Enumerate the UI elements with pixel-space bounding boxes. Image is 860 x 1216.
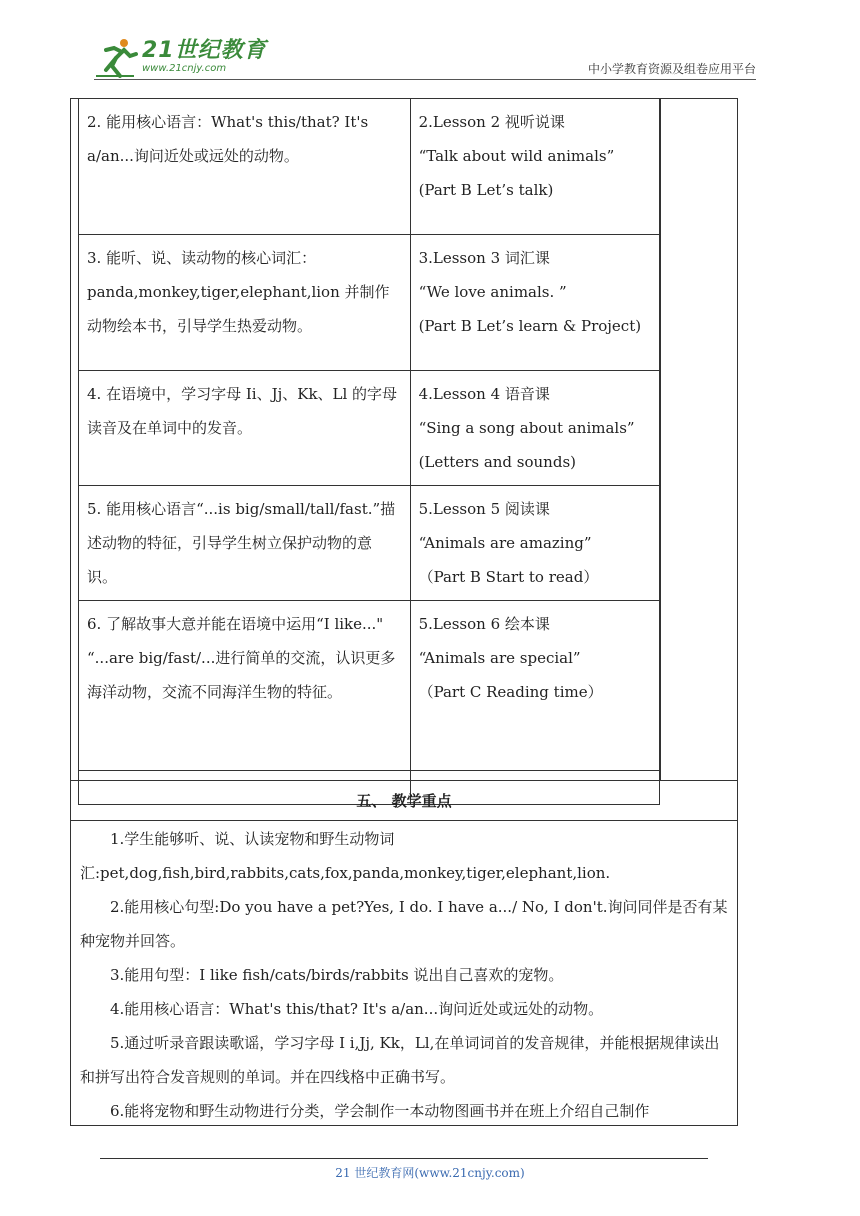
table-row <box>79 486 660 601</box>
footer-divider <box>100 1158 708 1159</box>
objective-cell: 4. 在语境中，学习字母 Ii、Jj、Kk、Ll 的字母读音及在单词中的发音。 <box>79 371 411 486</box>
section-heading: 五、 教学重点 <box>70 780 738 821</box>
key-point-item: 5.通过听录音跟读歌谣，学习字母 I i,Jj, Kk，Ll,在单词词首的发音规律，并能根据规律读出和拼写出符合发音规则的单词。并在四线格中正确书写。 <box>80 1034 720 1086</box>
key-points <box>80 822 732 1128</box>
objective-cell: 3. 能听、说、读动物的核心词汇：panda,monkey,tiger,elephant,lion 并制作动物绘本书，引导学生热爱动物。 <box>79 235 411 371</box>
lesson-cell <box>410 99 659 235</box>
lesson-title: 4.Lesson 4 语音课 <box>418 385 550 403</box>
key-point-item: 3.能用句型：I like fish/cats/birds/rabbits 说出自己喜欢的宠物。 <box>110 966 564 984</box>
footer-link[interactable]: 21 世纪教育网(www.21cnjy.com) <box>335 1166 525 1180</box>
table-row <box>79 371 660 486</box>
lesson-cell <box>410 371 659 486</box>
site-logo[interactable] <box>94 36 267 78</box>
lesson-topic: “We love animals. ” <box>418 283 567 301</box>
objective-cell: 2. 能用核心语言：What's this/that? It's a/an...询问近处或远处的动物。 <box>79 99 411 235</box>
header-divider <box>94 79 756 80</box>
page-header <box>0 0 860 80</box>
key-point-item: 4.能用核心语言：What's this/that? It's a/an...询问近处或远处的动物。 <box>110 1000 604 1018</box>
lesson-title: 5.Lesson 6 绘本课 <box>418 615 550 633</box>
lesson-part: (Part B Let’s learn & Project) <box>418 317 642 335</box>
lesson-cell <box>410 235 659 371</box>
lesson-topic: “Animals are special” <box>418 649 581 667</box>
lesson-cell <box>410 601 659 771</box>
lesson-topic: “Talk about wild animals” <box>418 147 615 165</box>
lesson-part: （Part C Reading time） <box>418 683 603 701</box>
table-row <box>79 99 660 235</box>
platform-name: 中小学教育资源及组卷应用平台 <box>587 62 756 76</box>
lesson-topic: “Animals are amazing” <box>418 534 592 552</box>
lesson-part: (Part B Let’s talk) <box>418 181 554 199</box>
lesson-part: (Letters and sounds) <box>418 453 576 471</box>
table-row <box>79 235 660 371</box>
key-point-item: 6.能将宠物和野生动物进行分类，学会制作一本动物图画书并在班上介绍自己制作 <box>110 1102 650 1120</box>
lesson-topic: “Sing a song about animals” <box>418 419 635 437</box>
table-row <box>79 601 660 771</box>
key-point-item: 2.能用核心句型:Do you have a pet?Yes, I do. I have a.../ No, I don't.询问同伴是否有某种宠物并回答。 <box>80 898 728 950</box>
runner-logo-icon <box>94 36 138 78</box>
column-divider <box>660 99 661 781</box>
lesson-table <box>78 98 660 805</box>
key-point-item: 1.学生能够听、说、认读宠物和野生动物词汇:pet,dog,fish,bird,rabbits,cats,fox,panda,monkey,tiger,elephant,lion. <box>80 830 611 882</box>
logo-title: 21世纪教育 <box>142 38 267 63</box>
objective-cell: 6. 了解故事大意并能在语境中运用“I like..." “...are big/fast/...进行简单的交流，认识更多海洋动物，交流不同海洋生物的特征。 <box>79 601 411 771</box>
lesson-cell <box>410 486 659 601</box>
lesson-title: 2.Lesson 2 视听说课 <box>418 113 565 131</box>
lesson-title: 5.Lesson 5 阅读课 <box>418 500 550 518</box>
objective-cell: 5. 能用核心语言“...is big/small/tall/fast.”描述动物的特征，引导学生树立保护动物的意识。 <box>79 486 411 601</box>
logo-url: www.21cnjy.com <box>142 63 227 74</box>
lesson-title: 3.Lesson 3 词汇课 <box>418 249 550 267</box>
lesson-part: （Part B Start to read） <box>418 568 599 586</box>
